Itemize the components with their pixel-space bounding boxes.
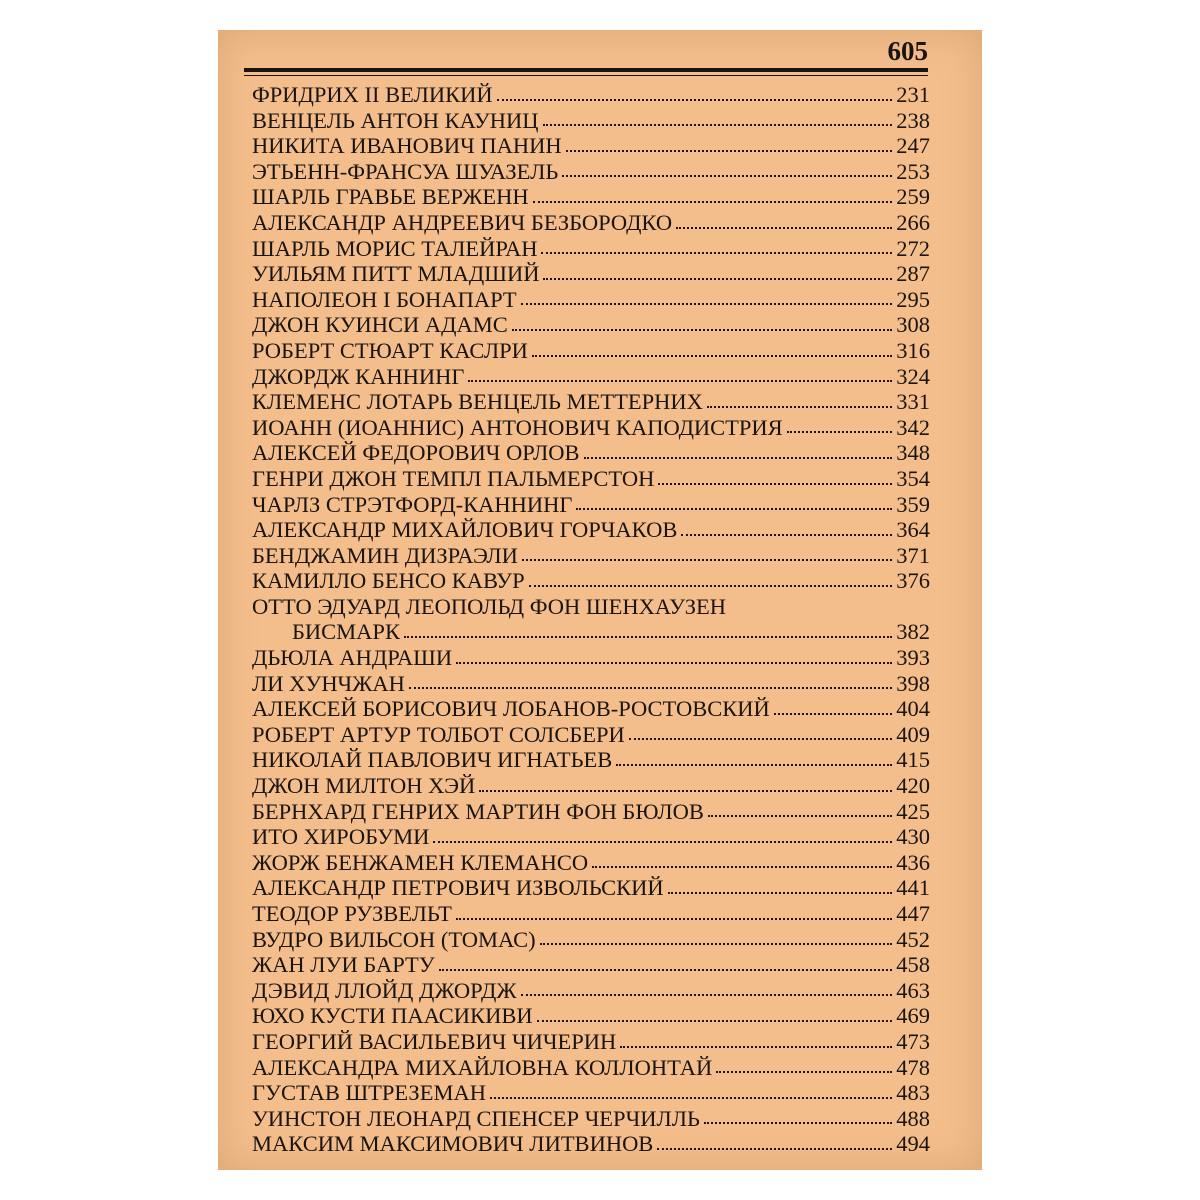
toc-entry [252,799,930,825]
toc-entry-name: ИОАНН (ИОАННИС) АНТОНОВИЧ КАПОДИСТРИЯ [252,414,783,440]
toc-entry-page: 478 [896,1054,930,1080]
toc-entry [252,389,930,415]
toc-entry-name: ЛИ ХУНЧЖАН [252,670,405,696]
toc-entry [252,415,930,441]
toc-entry [252,287,930,313]
toc-entry-name: ДЖОН КУИНСИ АДАМС [252,312,508,338]
toc-entry-page: 382 [896,619,930,645]
dot-leader [433,841,892,843]
dot-leader [532,355,892,357]
dot-leader [584,457,893,459]
toc-entry-name: ГУСТАВ ШТРЕЗЕМАН [252,1080,486,1106]
dot-leader [566,150,893,152]
header-rule-thick [244,68,928,72]
toc-entry-name: ДЖОРДЖ КАННИНГ [252,363,465,389]
toc-entry [252,82,930,108]
toc-entry [252,978,930,1004]
toc-entry-page: 331 [896,389,930,415]
toc-entry [252,1131,930,1157]
toc-entry-page: 393 [896,645,930,671]
toc-entry [252,184,930,210]
toc-entry-name: ИТО ХИРОБУМИ [252,824,430,850]
toc-entry-page: 348 [896,440,930,466]
toc-entry-name: ОТТО ЭДУАРД ЛЕОПОЛЬД ФОН ШЕНХАУЗЕН [252,593,726,619]
toc-entry-name: НИКОЛАЙ ПАВЛОВИЧ ИГНАТЬЕВ [252,747,613,773]
toc-entry-page: 404 [896,696,930,722]
dot-leader [521,994,893,996]
toc-entry [252,210,930,236]
toc-entry-name: БЕРНХАРД ГЕНРИХ МАРТИН ФОН БЮЛОВ [252,798,704,824]
toc-entry [252,645,930,671]
dot-leader [468,380,892,382]
dot-leader [479,790,892,792]
toc-entry [252,261,930,287]
toc-entry-page: 483 [896,1080,930,1106]
toc-entry-page: 308 [896,312,930,338]
toc-entry-page: 398 [896,670,930,696]
dot-leader [629,738,892,740]
toc-entry [252,927,930,953]
toc-entry [252,159,930,185]
dot-leader [708,815,892,817]
toc-entry-name: КЛЕМЕНС ЛОТАРЬ ВЕНЦЕЛЬ МЕТТЕРНИХ [252,389,703,415]
toc-entry-page: 494 [896,1131,930,1157]
toc-entry-name: БИСМАРК [292,619,400,645]
dot-leader [658,483,892,485]
dot-leader [620,1046,892,1048]
dot-leader [787,431,893,433]
toc-entry-page: 458 [896,952,930,978]
toc-entry-page: 359 [896,491,930,517]
page-number: 605 [887,36,928,66]
toc-entry-page: 259 [896,184,930,210]
toc-entry-name: АЛЕКСАНДР АНДРЕЕВИЧ БЕЗБОРОДКО [252,209,673,235]
toc-entry-page: 436 [896,849,930,875]
toc-entry [252,1029,930,1055]
toc-entry [252,952,930,978]
dot-leader [704,1122,892,1124]
toc-entry-name: КАМИЛЛО БЕНСО КАВУР [252,568,525,594]
dot-leader [616,764,892,766]
dot-leader [439,969,893,971]
toc-entry-page: 231 [896,82,930,107]
toc-entry-name: РОБЕРТ СТЮАРТ КАСЛРИ [252,337,528,363]
toc-entry [252,1003,930,1029]
toc-entry-page: 469 [896,1003,930,1029]
toc-entry [252,543,930,569]
toc-entry-name: ЖОРЖ БЕНЖАМЕН КЛЕМАНСО [252,849,589,875]
toc-entry-name: ЖАН ЛУИ БАРТУ [252,952,435,978]
toc-entry-page: 452 [896,926,930,952]
toc-entry-page: 272 [896,235,930,261]
toc-entry [252,364,930,390]
book-page [218,30,982,1170]
dot-leader [676,227,892,229]
toc-entry-name: ЧАРЛЗ СТРЭТФОРД-КАННИНГ [252,491,573,517]
toc-entry-name: ВУДРО ВИЛЬСОН (ТОМАС) [252,926,536,952]
dot-leader [681,534,892,536]
toc-entry-page: 253 [896,158,930,184]
toc-entry [252,440,930,466]
toc-entry [252,773,930,799]
toc-entry-page: 376 [896,568,930,594]
toc-entry-name: БЕНДЖАМИН ДИЗРАЭЛИ [252,542,518,568]
toc-entry-name: НАПОЛЕОН I БОНАПАРТ [252,286,517,312]
dot-leader [522,559,892,561]
toc-entry-page: 238 [896,107,930,133]
toc-entry [252,850,930,876]
dot-leader [576,508,892,510]
toc-entry-name: МАКСИМ МАКСИМОВИЧ ЛИТВИНОВ [252,1131,654,1157]
toc-entry-page: 287 [896,261,930,287]
dot-leader [537,1020,893,1022]
dot-leader [541,252,892,254]
toc-entry [252,875,930,901]
toc-entry-name: ДЭВИД ЛЛОЙД ДЖОРДЖ [252,977,517,1003]
toc-entry-name: РОБЕРТ АРТУР ТОЛБОТ СОЛСБЕРИ [252,721,625,747]
toc-entry-name: АЛЕКСЕЙ БОРИСОВИЧ ЛОБАНОВ-РОСТОВСКИЙ [252,696,770,722]
toc-entry [252,108,930,134]
toc-entry [252,466,930,492]
toc-entry-name: НИКИТА ИВАНОВИЧ ПАНИН [252,133,562,159]
toc-entry-name: ЭТЬЕНН-ФРАНСУА ШУАЗЕЛЬ [252,158,559,184]
toc-entry-name: АЛЕКСЕЙ ФЕДОРОВИЧ ОРЛОВ [252,440,580,466]
toc-entry [252,517,930,543]
toc-entry-name: ДЬЮЛА АНДРАШИ [252,645,453,671]
toc-entry-name: ТЕОДОР РУЗВЕЛЬТ [252,901,452,926]
toc-entry [252,671,930,697]
toc-entry-page: 463 [896,977,930,1003]
toc-entry-page: 425 [896,798,930,824]
dot-leader [657,1148,892,1150]
toc-entry-name: ШАРЛЬ МОРИС ТАЛЕЙРАН [252,235,538,261]
dot-leader [490,1097,892,1099]
toc-entry [252,901,930,927]
toc-entry [252,1106,930,1132]
toc-entry-name: ГЕОРГИЙ ВАСИЛЬЕВИЧ ЧИЧЕРИН [252,1028,617,1054]
dot-leader [543,278,892,280]
toc-entry-page: 342 [896,414,930,440]
toc-entry-name: АЛЕКСАНДРА МИХАЙЛОВНА КОЛЛОНТАЙ [252,1054,713,1080]
toc-entry [252,133,930,159]
toc-entry-page: 430 [896,824,930,850]
dot-leader [404,636,892,638]
toc-entry-page: 371 [896,542,930,568]
toc-entry-page: 409 [896,721,930,747]
toc-entry-name: УИЛЬЯМ ПИТТ МЛАДШИЙ [252,261,540,287]
toc-entry-name: ВЕНЦЕЛЬ АНТОН КАУНИЦ [252,107,539,133]
toc-entry-page: 316 [896,337,930,363]
toc-entry-name: ШАРЛЬ ГРАВЬЕ ВЕРЖЕНН [252,184,529,210]
dot-leader [512,329,892,331]
toc-entry-name: УИНСТОН ЛЕОНАРД СПЕНСЕР ЧЕРЧИЛЛЬ [252,1105,700,1131]
toc-entry [252,747,930,773]
toc-entry [252,696,930,722]
toc-entry-name: ДЖОН МИЛТОН ХЭЙ [252,773,476,799]
toc-entry-name: ФРИДРИХ II ВЕЛИКИЙ [252,82,493,107]
toc-entry-page: 364 [896,517,930,543]
toc-entry-name: АЛЕКСАНДР ПЕТРОВИЧ ИЗВОЛЬСКИЙ [252,875,664,901]
toc-entry-page: 354 [896,465,930,491]
dot-leader [562,175,892,177]
dot-leader [497,99,893,101]
dot-leader [409,687,892,689]
toc-entry [252,338,930,364]
table-of-contents [252,82,930,1157]
dot-leader [456,662,892,664]
toc-entry [252,619,930,645]
toc-entry-page: 420 [896,773,930,799]
toc-entry-page: 247 [896,133,930,159]
toc-entry-page: 295 [896,286,930,312]
toc-entry [252,722,930,748]
toc-entry [252,594,930,620]
toc-entry [252,1080,930,1106]
toc-entry [252,824,930,850]
dot-leader [668,892,893,894]
dot-leader [707,406,892,408]
toc-entry-page: 441 [896,875,930,901]
toc-entry [252,492,930,518]
dot-leader [540,943,893,945]
toc-entry-page: 266 [896,209,930,235]
dot-leader [456,918,892,920]
dot-leader [716,1071,892,1073]
dot-leader [543,124,893,126]
toc-entry-name: ГЕНРИ ДЖОН ТЕМПЛ ПАЛЬМЕРСТОН [252,465,655,491]
toc-entry-page: 473 [896,1028,930,1054]
toc-entry-page: 447 [896,901,930,926]
dot-leader [592,866,892,868]
toc-entry-name: АЛЕКСАНДР МИХАЙЛОВИЧ ГОРЧАКОВ [252,517,678,543]
toc-entry-page: 488 [896,1105,930,1131]
toc-entry [252,236,930,262]
dot-leader [774,713,892,715]
dot-leader [529,585,893,587]
toc-entry-page: 415 [896,747,930,773]
toc-entry [252,568,930,594]
toc-entry-page: 324 [896,363,930,389]
toc-entry [252,1055,930,1081]
header-rule-thin [244,75,928,76]
dot-leader [521,303,893,305]
dot-leader [533,201,893,203]
toc-entry [252,312,930,338]
toc-entry-name: ЮХО КУСТИ ПААСИКИВИ [252,1003,533,1029]
